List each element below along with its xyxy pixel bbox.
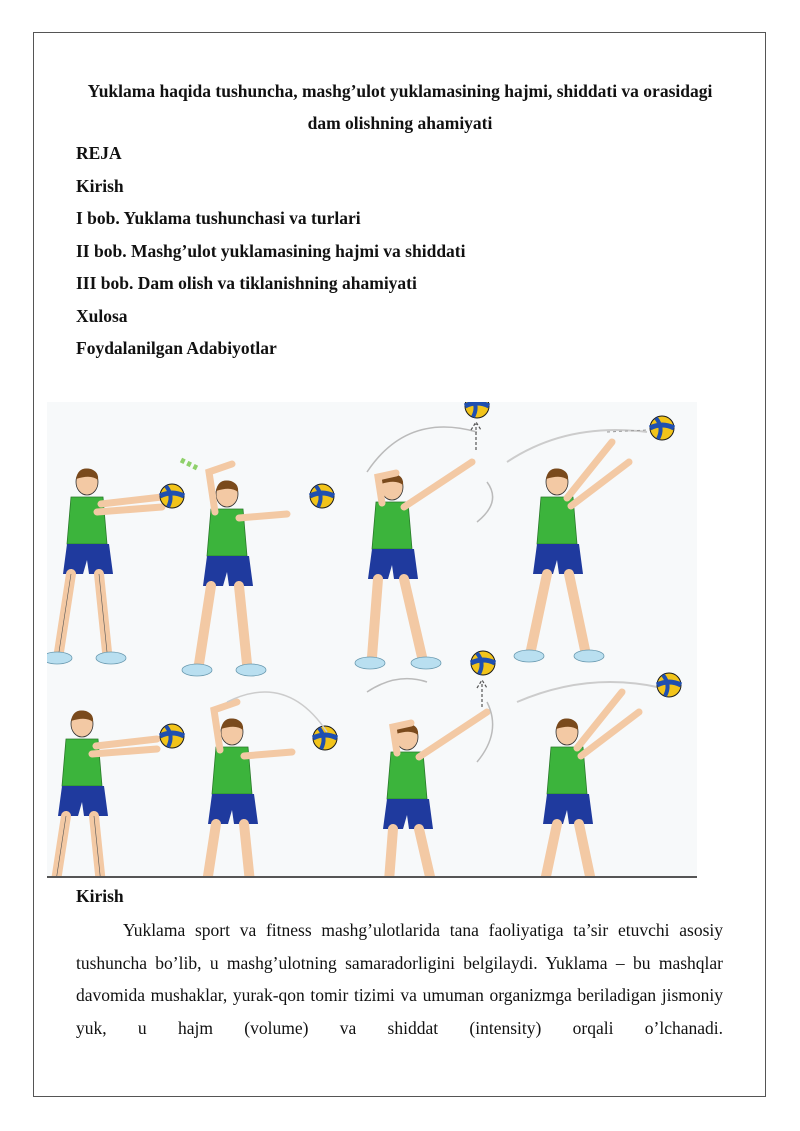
toc-item: Xulosa xyxy=(76,305,128,326)
figure-divider xyxy=(47,876,697,878)
serve-sequence-drawing xyxy=(47,402,697,876)
toc-item: II bob. Mashg’ulot yuklamasining hajmi va shiddati xyxy=(76,240,466,261)
volleyball-serve-illustration xyxy=(47,402,697,876)
toc-item: III bob. Dam olish va tiklanishning ahamiyati xyxy=(76,273,417,293)
toc-item: Kirish xyxy=(76,175,124,196)
document-title: Yuklama haqida tushuncha, mashg’ulot yuklamasining hajmi, shiddati va orasidagi dam olishning ahamiyati xyxy=(87,81,713,133)
table-of-contents xyxy=(76,140,466,368)
toc-item: Foydalanilgan Adabiyotlar xyxy=(76,338,277,358)
toc-heading: REJA xyxy=(76,143,122,163)
intro-paragraph xyxy=(76,914,723,1044)
paragraph-text: Yuklama sport va fitness mashg’ulotlarida tana faoliyatiga ta’sir etuvchi asosiy tushuncha bo’lib, u mashg’ulotning samaradorligini belgilaydi. Yuklama – bu mashqlar davomida mushaklar, yurak-qon tomir tizimi va umuman organizmga beriladigan jismoniy yuk, u hajm (volume) va shiddat (intensity) orqali o’lchanadi. xyxy=(76,920,723,1038)
toc-item: I bob. Yuklama tushunchasi va turlari xyxy=(76,208,361,228)
section-heading: Kirish xyxy=(76,886,124,906)
